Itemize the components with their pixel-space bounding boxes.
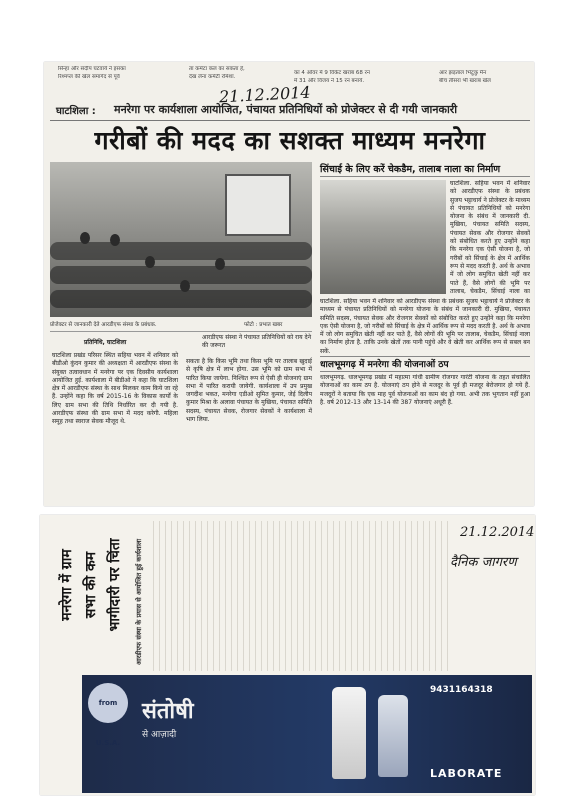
paper-name: दैनिक जागरण [450, 555, 517, 570]
rotated-text-columns [148, 521, 448, 671]
kicker-text: मनरेगा पर कार्यशाला आयोजित, पंचायत प्रतिनिधियों को प्रोजेक्टर से दी गयी जानकारी [114, 103, 458, 116]
kicker-row [50, 100, 530, 121]
vertical-headline-1: मनरेगा में ग्राम [59, 549, 75, 621]
previous-article-strip: सिन्हा और संदीप घटवार्य ने इसका रिश्मप्ल की खेल समागेंद से पूर्व ता कमेटा कल का सकता हे, देख लेना कमेटी रोमेशा. का 4 ओवर में 9 विकेट खराब 68 रन में 31 और विजय ने 15 रन बनाये. आर झड़ताल भिटुकु मैन बीच तीसरा भी खराब खेल [58, 66, 491, 84]
handwritten-date-2: 21.12.2014 [460, 525, 535, 540]
vertical-kicker: आरडीएफ संस्था के प्रयास से आयोजित हुई कार्यशाला [135, 538, 143, 665]
headline: गरीबों की मदद का सशक्त माध्यम मनरेगा [94, 126, 486, 155]
ad-tagline: से आज़ादी [142, 730, 177, 740]
laborate-logo: LABORATE [430, 767, 503, 780]
right-column-top: घाटशिला. सहिया भवन में शनिवार को आरडीएफ संस्था के प्रबंधक सुजय भट्टाचार्य ने प्रोजेक्टर के माध्यम से पंचायत प्रतिनिधियों को मनरेगा योजना के संबंध में जानकारी दी. मुखिया, पंचायत समिति सदस्य, पंचायत सेवक और रोजगार सेवकों को संबोधित करते हुए उन्होंने कहा कि मनरेगा एक ऐसी योजना है, जो गरीबों को सिंचाई के क्षेत्र में आर्थिक रूप से मदद करती है. अर्थ के अभाव में जो लोग समुचित खेती नहीं कर पाते हैं, वैसे लोगों की भूमि पर तालाब, चेकडैम, सिंचाई नाला का [450, 180, 530, 294]
photo-caption: प्रोजेक्टर से जानकारी देते आरडीएफ संस्था के प्रबंधक. [50, 319, 312, 332]
usa-badge: from U.S.A. [88, 683, 128, 723]
inset-photo [320, 180, 446, 294]
photo-credit: फोटो : प्रभात खबर [244, 322, 283, 328]
projector-screen [225, 174, 291, 236]
right-subhead: सिंचाई के लिए करें चेकडैम, तालाब नाला का निर्माण [320, 162, 530, 177]
right-column-wide: घाटशिला. सहिया भवन में शनिवार को आरडीएफ संस्था के प्रबंधक सुजय भट्टाचार्य ने प्रोजेक्टर के माध्यम से पंचायत प्रतिनिधियों को मनरेगा योजना के संबंध में जानकारी दी. मुखिया, पंचायत समिति सदस्य, पंचायत सेवक और रोजगार सेवकों को संबोधित करते हुए उन्होंने कहा कि मनरेगा एक ऐसी योजना है, जो गरीबों को सिंचाई के क्षेत्र में आर्थिक रूप से मदद करती है. अर्थ के अभाव में जो लोग समुचित खेती नहीं कर पाते हैं, वैसे लोगों की भूमि पर तालाब, चेकडैम, सिंचाई नाला का निर्माण होता है. ताकि उनके खेतों तक पानी पहुंचे और वे खेती कर आर्थिक रूप से सबल बन सकें. [320, 298, 530, 354]
vertical-headline-2: सभा की कम [83, 551, 99, 619]
ad-phone: 9431164318 [430, 685, 493, 695]
workshop-photo [50, 162, 312, 317]
right-column-bottom: धालभूमगढ़. धालभूमगढ़ प्रखंड में महात्मा गांधी ग्रामीण रोजगार गारंटी योजना के तहत संचालित योजनाओं का काम ठप है. योजनाएं ठप होने से मजदूर के पूर्व ही मजदूर बेरोजगार हो गये हैं. मजदूरों ने बताया कि एक माह पूर्व योजनाओं का काम बंद हो गया. अभी तक भुगतान नहीं हुआ है. वर्ष 2012-13 और 13-14 की 387 योजनाएं अधूरी हैं. [320, 374, 530, 406]
byline: प्रतिनिधि, घाटशिला [84, 339, 127, 346]
advertisement [82, 675, 532, 793]
sidebar-subhead: आरडीएफ संस्था ने पंचायत प्रतिनिधियों को राय देने की जरूरत [202, 334, 312, 349]
left-column: घाटशिला प्रखंड परिसर स्थित सहिया भवन में शनिवार को बीडीओ कुंदन कुमार की अध्यक्षता में आरडीएफ संस्था के संयुक्त तत्वावधान में मनरेगा पर एक दिवसीय कार्यशाला आयोजित हुई. कार्यशाला में बीडीओ ने कहा कि घाटशिला क्षेत्र में आरडीएफ संस्था के साथ मिलकर काम किये जा रहे हैं. उन्होंने कहा कि वर्ष 2015-16 के विकास कार्यों के लिए ग्राम सभा की तिथि निर्धारित कर दी गयी है. आरडीएफ संस्था की ग्राम सभा में मदद करेगी. महिला समूह तथा स्वराज सेवक मौजूद थे. [52, 352, 178, 426]
ad-brand: संतोषी [142, 699, 194, 724]
newspaper-clipping-bottom [40, 515, 535, 795]
product-bottle-icon [332, 687, 366, 779]
product-box-icon [378, 695, 408, 777]
handwritten-date: 21.12.2014 [218, 82, 312, 107]
dateline-place: घाटशिला : [56, 106, 96, 117]
newspaper-clipping-top [44, 62, 534, 506]
right-subhead-2: धालभूमगढ़ में मनरेगा की योजनाओं ठप [320, 356, 530, 372]
middle-column: सकता है कि किस भूमि तथा किस भूमि पर तालाब खुदाई से कृषि क्षेत्र में लाभ होगा. उस भूमि को ग्राम सभा में पारित किया जायेगा. निश्चित रूप से ऐसी ही योजनाएं ग्राम सभा में पारित करायी जायेगी. कार्यशाला में उप प्रमुख जगदीश भकत, मनरेगा एडीओ सुमित कुमार, जेई दिलीप कुमार मिश्रा के अलावा पंचायत के मुखिया, पंचायत समिति सदस्य, पंचायत सेवक, रोजगार सेवकों ने कार्यशाला में भाग लिया. [186, 358, 312, 424]
vertical-headline-3: भागीदारी पर चिंता [107, 538, 123, 632]
